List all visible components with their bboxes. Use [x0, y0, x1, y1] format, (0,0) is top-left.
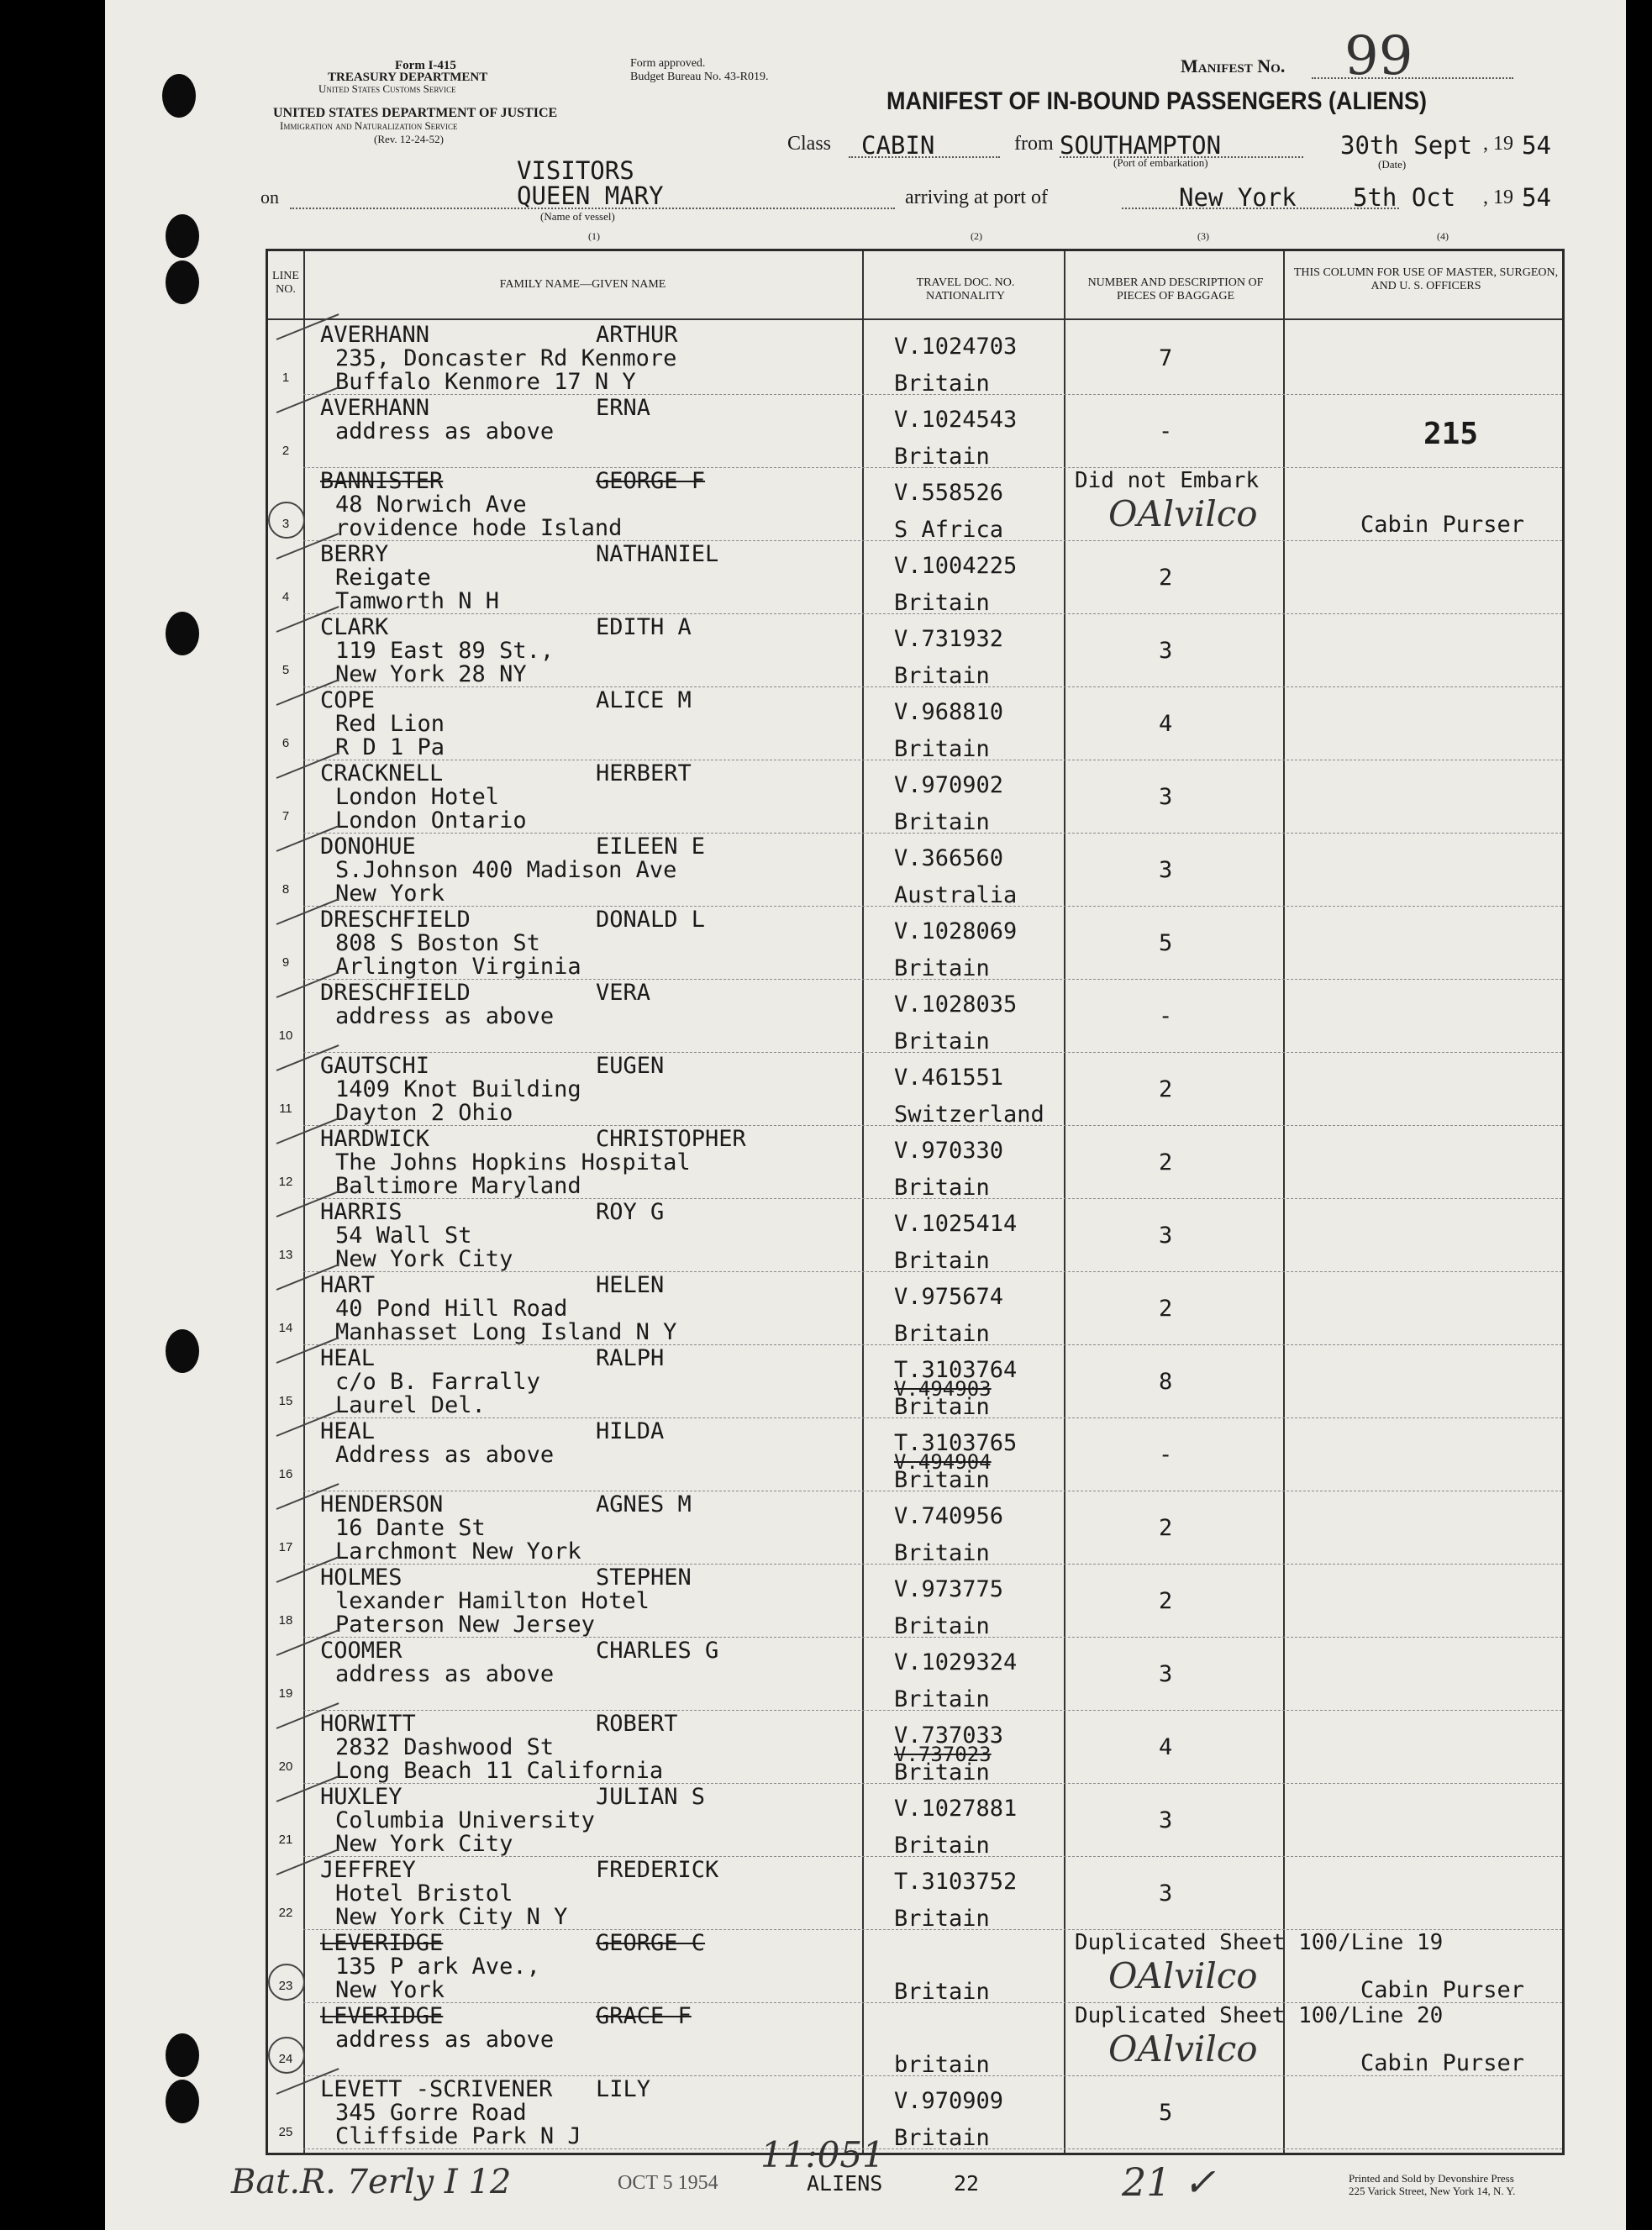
- travel-doc-number-old: V.737023: [894, 1743, 992, 1766]
- nationality: Britain: [894, 1540, 990, 1566]
- handwritten-reference: Bat.R. 7erly I 12: [231, 2163, 512, 2201]
- address-line-2: Buffalo Kenmore 17 N Y: [335, 369, 636, 395]
- baggage: Duplicated Sheet 100/Line 20: [1075, 2003, 1444, 2028]
- date-caption: (Date): [1378, 158, 1407, 171]
- header-travel-doc: TRAVEL DOC. NO. NATIONALITY: [916, 276, 1015, 302]
- table-row: [268, 1565, 1562, 1638]
- family-name: HENDERSON: [320, 1491, 444, 1517]
- table-row: [268, 1857, 1562, 1930]
- line-number: 12: [278, 1175, 293, 1189]
- line-number: 18: [278, 1613, 293, 1628]
- handwritten-count: 11:051: [760, 2134, 885, 2175]
- nationality: Britain: [894, 1613, 990, 1639]
- baggage: Did not Embark: [1075, 468, 1260, 493]
- purser-signature: OAlvilco: [1108, 493, 1258, 534]
- table-row: [268, 1638, 1562, 1711]
- address-line-1: Hotel Bristol: [335, 1880, 513, 1907]
- col-1-caption: (1): [588, 230, 600, 242]
- address-line-1: address as above: [335, 418, 555, 444]
- table-row: [268, 760, 1562, 834]
- address-line-2: Larchmont New York: [335, 1538, 581, 1565]
- handwritten-total: 21 ✓: [1122, 2159, 1216, 2205]
- officer-note: Cabin Purser: [1360, 1977, 1525, 2003]
- manifest-page: [105, 0, 1626, 2230]
- travel-doc-number: V.1028035: [894, 991, 1018, 1018]
- nationality: S Africa: [894, 517, 1004, 543]
- dept-treasury: TREASURY DEPARTMENT: [328, 71, 488, 84]
- given-name: GEORGE C: [596, 1930, 706, 1956]
- address-line-2: Cliffside Park N J: [335, 2123, 581, 2149]
- vessel-caption: (Name of vessel): [540, 210, 615, 223]
- address-line-1: The Johns Hopkins Hospital: [335, 1149, 691, 1175]
- nationality: Britain: [894, 955, 990, 981]
- table-row: [268, 322, 1562, 395]
- address-line-1: 235, Doncaster Rd Kenmore: [335, 345, 677, 371]
- line-number: 23: [278, 1979, 293, 1993]
- travel-doc-number: T.3103765: [894, 1430, 1018, 1456]
- officer-note: Cabin Purser: [1360, 2050, 1525, 2076]
- printer-line-2: 225 Varick Street, New York 14, N. Y.: [1349, 2185, 1516, 2197]
- address-line-1: 40 Pond Hill Road: [335, 1296, 568, 1322]
- baggage: 2: [1159, 1149, 1173, 1175]
- address-line-1: address as above: [335, 1661, 555, 1687]
- address-line-1: address as above: [335, 2027, 555, 2053]
- line-number: 9: [281, 955, 290, 970]
- col-2-caption: (2): [971, 230, 982, 242]
- address-line-1: Red Lion: [335, 711, 445, 737]
- travel-doc-number: V.1029324: [894, 1649, 1018, 1675]
- dept-immigration: Immigration and Naturalization Service: [280, 119, 458, 132]
- baggage: 7: [1159, 345, 1173, 371]
- baggage: 3: [1159, 857, 1173, 883]
- family-name: HARRIS: [320, 1199, 402, 1225]
- address-line-2: Tamworth N H: [335, 588, 500, 614]
- circled-line-marker: [268, 1964, 305, 2001]
- address-line-1: Address as above: [335, 1442, 555, 1468]
- family-name: GAUTSCHI: [320, 1053, 430, 1079]
- dept-justice: UNITED STATES DEPARTMENT OF JUSTICE: [273, 106, 558, 120]
- line-number: 20: [278, 1759, 293, 1774]
- printer-line-1: Printed and Sold by Devonshire Press: [1349, 2172, 1514, 2185]
- address-line-1: London Hotel: [335, 784, 500, 810]
- address-line-1: S.Johnson 400 Madison Ave: [335, 857, 677, 883]
- travel-doc-number: V.1028069: [894, 918, 1018, 944]
- form-approved: Form approved.: [630, 57, 706, 70]
- header-baggage: NUMBER AND DESCRIPTION OF PIECES OF BAGGAGE: [1087, 276, 1264, 302]
- nationality: Britain: [894, 444, 990, 470]
- form-number: Form I-415: [395, 59, 456, 72]
- departure-year-prefix: , 19: [1483, 133, 1513, 155]
- travel-doc-number: V.1004225: [894, 553, 1018, 579]
- address-line-1: Reigate: [335, 565, 431, 591]
- line-number: 1: [281, 371, 290, 385]
- address-line-2: London Ontario: [335, 807, 527, 834]
- address-line-1: 54 Wall St: [335, 1223, 472, 1249]
- travel-doc-number: V.970330: [894, 1138, 1004, 1164]
- nationality: Britain: [894, 809, 990, 835]
- family-name: LEVERIDGE: [320, 1930, 444, 1956]
- travel-doc-number-old: V.494904: [894, 1450, 992, 1474]
- address-line-2: Long Beach 11 California: [335, 1758, 664, 1784]
- form-title: MANIFEST OF IN-BOUND PASSENGERS (ALIENS): [887, 87, 1428, 115]
- given-name: EILEEN E: [596, 834, 706, 860]
- address-line-2: Manhasset Long Island N Y: [335, 1319, 677, 1345]
- table-row: [268, 1930, 1562, 2003]
- header-line-no: LINE NO.: [272, 270, 299, 296]
- address-line-2: New York City: [335, 1831, 513, 1857]
- given-name: HERBERT: [596, 760, 692, 786]
- given-name: EDITH A: [596, 614, 692, 640]
- line-number: 8: [281, 882, 290, 897]
- class-label: Class: [787, 133, 832, 155]
- nationality: britain: [894, 2052, 990, 2078]
- address-line-1: 1409 Knot Building: [335, 1076, 581, 1102]
- given-name: LILY: [596, 2076, 651, 2102]
- given-name: ROBERT: [596, 1711, 678, 1737]
- given-name: ROY G: [596, 1199, 665, 1225]
- nationality: Britain: [894, 1028, 990, 1055]
- given-name: ARTHUR: [596, 322, 678, 348]
- table-row: [268, 1784, 1562, 1857]
- punch-hole: [166, 612, 199, 655]
- punch-hole: [166, 2080, 199, 2123]
- table-row: [268, 395, 1562, 468]
- given-name: GEORGE F: [596, 468, 706, 494]
- address-line-1: 48 Norwich Ave: [335, 492, 527, 518]
- on-label: on: [260, 187, 279, 208]
- line-number: 2: [281, 444, 290, 458]
- nationality: Britain: [894, 1833, 990, 1859]
- from-label: from: [1014, 133, 1054, 155]
- family-name: AVERHANN: [320, 322, 430, 348]
- address-line-2: New York 28 NY: [335, 661, 527, 687]
- arrival-year: 54: [1522, 183, 1551, 212]
- address-line-1: 345 Gorre Road: [335, 2100, 527, 2126]
- family-name: COPE: [320, 687, 376, 713]
- family-name: HEAL: [320, 1418, 376, 1444]
- address-line-2: Paterson New Jersey: [335, 1612, 595, 1638]
- officer-number: 215: [1423, 417, 1479, 451]
- nationality: Britain: [894, 1394, 990, 1420]
- address-line-1: 135 P ark Ave.,: [335, 1954, 540, 1980]
- baggage: 8: [1159, 1369, 1173, 1395]
- punch-hole: [166, 1329, 199, 1373]
- table-row: [268, 687, 1562, 760]
- vessel-name: QUEEN MARY: [517, 181, 664, 210]
- table-row: [268, 541, 1562, 614]
- baggage: -: [1159, 418, 1173, 444]
- table-row: [268, 1126, 1562, 1199]
- table-row: [268, 2076, 1562, 2149]
- table-row: [268, 2003, 1562, 2076]
- officer-note: Cabin Purser: [1360, 512, 1525, 538]
- nationality: Britain: [894, 663, 990, 689]
- baggage: 3: [1159, 1880, 1173, 1907]
- family-name: COOMER: [320, 1638, 402, 1664]
- arriving-label: arriving at port of: [905, 187, 1048, 208]
- travel-doc-number: V.1024543: [894, 407, 1018, 433]
- line-number: 17: [278, 1540, 293, 1554]
- baggage: Duplicated Sheet 100/Line 19: [1075, 1930, 1444, 1955]
- given-name: ERNA: [596, 395, 651, 421]
- baggage: 2: [1159, 1296, 1173, 1322]
- address-line-2: R D 1 Pa: [335, 734, 445, 760]
- travel-doc-number: V.461551: [894, 1065, 1004, 1091]
- address-line-1: 2832 Dashwood St: [335, 1734, 555, 1760]
- family-name: HUXLEY: [320, 1784, 402, 1810]
- line-number: 25: [278, 2125, 293, 2139]
- nationality: Britain: [894, 590, 990, 616]
- nationality: Britain: [894, 1686, 990, 1712]
- manifest-label: Manifest No.: [1181, 55, 1286, 76]
- departure-year: 54: [1522, 131, 1551, 160]
- baggage: -: [1159, 1442, 1173, 1468]
- line-number: 5: [281, 663, 290, 677]
- line-number: 6: [281, 736, 290, 750]
- table-row: [268, 1711, 1562, 1784]
- travel-doc-number: V.558526: [894, 480, 1004, 506]
- baggage: 2: [1159, 1076, 1173, 1102]
- address-line-1: 16 Dante St: [335, 1515, 486, 1541]
- given-name: GRACE F: [596, 2003, 692, 2029]
- punch-hole: [166, 2033, 199, 2077]
- nationality: Britain: [894, 1321, 990, 1347]
- given-name: VERA: [596, 980, 651, 1006]
- arrival-port: New York: [1179, 183, 1297, 212]
- budget-bureau: Budget Bureau No. 43-R019.: [630, 71, 769, 83]
- nationality: Britain: [894, 1467, 990, 1493]
- given-name: DONALD L: [596, 907, 706, 933]
- col-3-caption: (3): [1197, 230, 1209, 242]
- address-line-2: Baltimore Maryland: [335, 1173, 581, 1199]
- given-name: CHARLES G: [596, 1638, 719, 1664]
- address-line-2: Laurel Del.: [335, 1392, 486, 1418]
- baggage: 3: [1159, 1807, 1173, 1833]
- address-line-1: c/o B. Farrally: [335, 1369, 540, 1395]
- address-line-1: address as above: [335, 1003, 555, 1029]
- baggage: 5: [1159, 2100, 1173, 2126]
- table-row: [268, 1345, 1562, 1418]
- baggage: 5: [1159, 930, 1173, 956]
- stamp-number: 22: [954, 2171, 980, 2196]
- line-number: 7: [281, 809, 290, 823]
- baggage: 3: [1159, 1223, 1173, 1249]
- line-number: 15: [278, 1394, 293, 1408]
- address-line-1: 808 S Boston St: [335, 930, 540, 956]
- nationality: Britain: [894, 1248, 990, 1274]
- family-name: CRACKNELL: [320, 760, 444, 786]
- travel-doc-number: V.737033: [894, 1722, 1004, 1749]
- table-row: [268, 1491, 1562, 1565]
- given-name: JULIAN S: [596, 1784, 706, 1810]
- family-name: LEVERIDGE: [320, 2003, 444, 2029]
- nationality: Britain: [894, 371, 990, 397]
- line-number: 16: [278, 1467, 293, 1481]
- nationality: Britain: [894, 1175, 990, 1201]
- given-name: HELEN: [596, 1272, 665, 1298]
- family-name: AVERHANN: [320, 395, 430, 421]
- given-name: AGNES M: [596, 1491, 692, 1517]
- line-number: 10: [278, 1028, 293, 1043]
- line-number: 19: [278, 1686, 293, 1701]
- table-row: [268, 907, 1562, 980]
- baggage: -: [1159, 1003, 1173, 1029]
- punch-hole: [166, 260, 199, 304]
- table-row: [268, 1272, 1562, 1345]
- address-line-2: Dayton 2 Ohio: [335, 1100, 513, 1126]
- given-name: ALICE M: [596, 687, 692, 713]
- punch-hole: [166, 214, 199, 258]
- circled-line-marker: [268, 502, 305, 539]
- header-family-name: FAMILY NAME—GIVEN NAME: [499, 278, 666, 291]
- travel-doc-number: V.366560: [894, 845, 1004, 871]
- nationality: Britain: [894, 1979, 990, 2005]
- address-line-1: lexander Hamilton Hotel: [335, 1588, 650, 1614]
- travel-doc-number: V.975674: [894, 1284, 1004, 1310]
- family-name: HART: [320, 1272, 376, 1298]
- travel-doc-number: V.968810: [894, 699, 1004, 725]
- family-name: DRESCHFIELD: [320, 907, 471, 933]
- baggage: 2: [1159, 1515, 1173, 1541]
- circled-line-marker: [268, 2037, 305, 2074]
- table-row: [268, 1418, 1562, 1491]
- travel-doc-number: V.970909: [894, 2088, 1004, 2114]
- nationality: Switzerland: [894, 1102, 1044, 1128]
- table-row: [268, 834, 1562, 907]
- travel-doc-number: V.731932: [894, 626, 1004, 652]
- travel-doc-number: V.1027881: [894, 1796, 1018, 1822]
- family-name: HARDWICK: [320, 1126, 430, 1152]
- given-name: CHRISTOPHER: [596, 1126, 746, 1152]
- address-line-2: rovidence hode Island: [335, 515, 623, 541]
- address-line-2: New York: [335, 1977, 445, 2003]
- given-name: FREDERICK: [596, 1857, 719, 1883]
- travel-doc-number-old: V.494903: [894, 1377, 992, 1401]
- travel-doc-number: V.1024703: [894, 334, 1018, 360]
- nationality: Britain: [894, 2125, 990, 2151]
- purser-signature: OAlvilco: [1108, 2028, 1258, 2070]
- address-line-1: 119 East 89 St.,: [335, 638, 555, 664]
- line-number: 13: [278, 1248, 293, 1262]
- travel-doc-number: T.3103764: [894, 1357, 1018, 1383]
- departure-day: 30th Sept: [1340, 131, 1473, 160]
- arrival-day: 5th Oct: [1353, 183, 1456, 212]
- table-row: [268, 1199, 1562, 1272]
- line-number: 14: [278, 1321, 293, 1335]
- travel-doc-number: T.3103752: [894, 1869, 1018, 1895]
- baggage: 4: [1159, 1734, 1173, 1760]
- header-officers: THIS COLUMN FOR USE OF MASTER, SURGEON, AND U. S. OFFICERS: [1293, 266, 1559, 292]
- address-line-1: Columbia University: [335, 1807, 595, 1833]
- nationality: Australia: [894, 882, 1018, 908]
- line-number: 3: [281, 517, 290, 531]
- family-name: HORWITT: [320, 1711, 416, 1737]
- line-number: 21: [278, 1833, 293, 1847]
- passenger-table: [266, 249, 1565, 2155]
- address-line-2: Arlington Virginia: [335, 954, 581, 980]
- travel-doc-number: V.970902: [894, 772, 1004, 798]
- table-row: [268, 614, 1562, 687]
- nationality: Britain: [894, 1759, 990, 1786]
- form-revision: (Rev. 12-24-52): [374, 133, 444, 145]
- line-number: 22: [278, 1906, 293, 1920]
- class-value: CABIN: [861, 131, 935, 160]
- baggage: 2: [1159, 1588, 1173, 1614]
- given-name: HILDA: [596, 1418, 665, 1444]
- given-name: NATHANIEL: [596, 541, 719, 567]
- given-name: EUGEN: [596, 1053, 665, 1079]
- family-name: HEAL: [320, 1345, 376, 1371]
- family-name: BANNISTER: [320, 468, 444, 494]
- baggage: 3: [1159, 1661, 1173, 1687]
- line-number: 24: [278, 2052, 293, 2066]
- family-name: DONOHUE: [320, 834, 416, 860]
- table-row: [268, 468, 1562, 541]
- visitors-label: VISITORS: [517, 156, 634, 185]
- travel-doc-number: V.1025414: [894, 1211, 1018, 1237]
- col-4-caption: (4): [1437, 230, 1449, 242]
- dept-customs: United States Customs Service: [318, 82, 456, 95]
- baggage: 3: [1159, 638, 1173, 664]
- line-number: 11: [279, 1102, 292, 1116]
- baggage: 3: [1159, 784, 1173, 810]
- travel-doc-number: V.973775: [894, 1576, 1004, 1602]
- arrival-year-prefix: , 19: [1483, 187, 1513, 208]
- address-line-2: New York City: [335, 1246, 513, 1272]
- embarkation-port: SOUTHAMPTON: [1060, 131, 1222, 160]
- family-name: LEVETT -SCRIVENER: [320, 2076, 553, 2102]
- punch-hole: [162, 74, 196, 118]
- family-name: CLARK: [320, 614, 389, 640]
- address-line-2: New York City N Y: [335, 1904, 568, 1930]
- family-name: HOLMES: [320, 1565, 402, 1591]
- embarkation-caption: (Port of embarkation): [1113, 156, 1208, 169]
- baggage: 2: [1159, 565, 1173, 591]
- table-row: [268, 1053, 1562, 1126]
- row-divider: [303, 2148, 1562, 2149]
- family-name: BERRY: [320, 541, 389, 567]
- nationality: Britain: [894, 736, 990, 762]
- stamp-date: OCT 5 1954: [618, 2172, 718, 2194]
- nationality: Britain: [894, 1906, 990, 1932]
- line-number: 4: [281, 590, 290, 604]
- address-line-2: New York: [335, 881, 445, 907]
- family-name: DRESCHFIELD: [320, 980, 471, 1006]
- manifest-number: 99: [1344, 25, 1413, 87]
- given-name: RALPH: [596, 1345, 665, 1371]
- travel-doc-number: V.740956: [894, 1503, 1004, 1529]
- given-name: STEPHEN: [596, 1565, 692, 1591]
- purser-signature: OAlvilco: [1108, 1955, 1258, 1996]
- table-row: [268, 980, 1562, 1053]
- stamp-aliens: ALIENS: [807, 2171, 883, 2196]
- baggage: 4: [1159, 711, 1173, 737]
- family-name: JEFFREY: [320, 1857, 416, 1883]
